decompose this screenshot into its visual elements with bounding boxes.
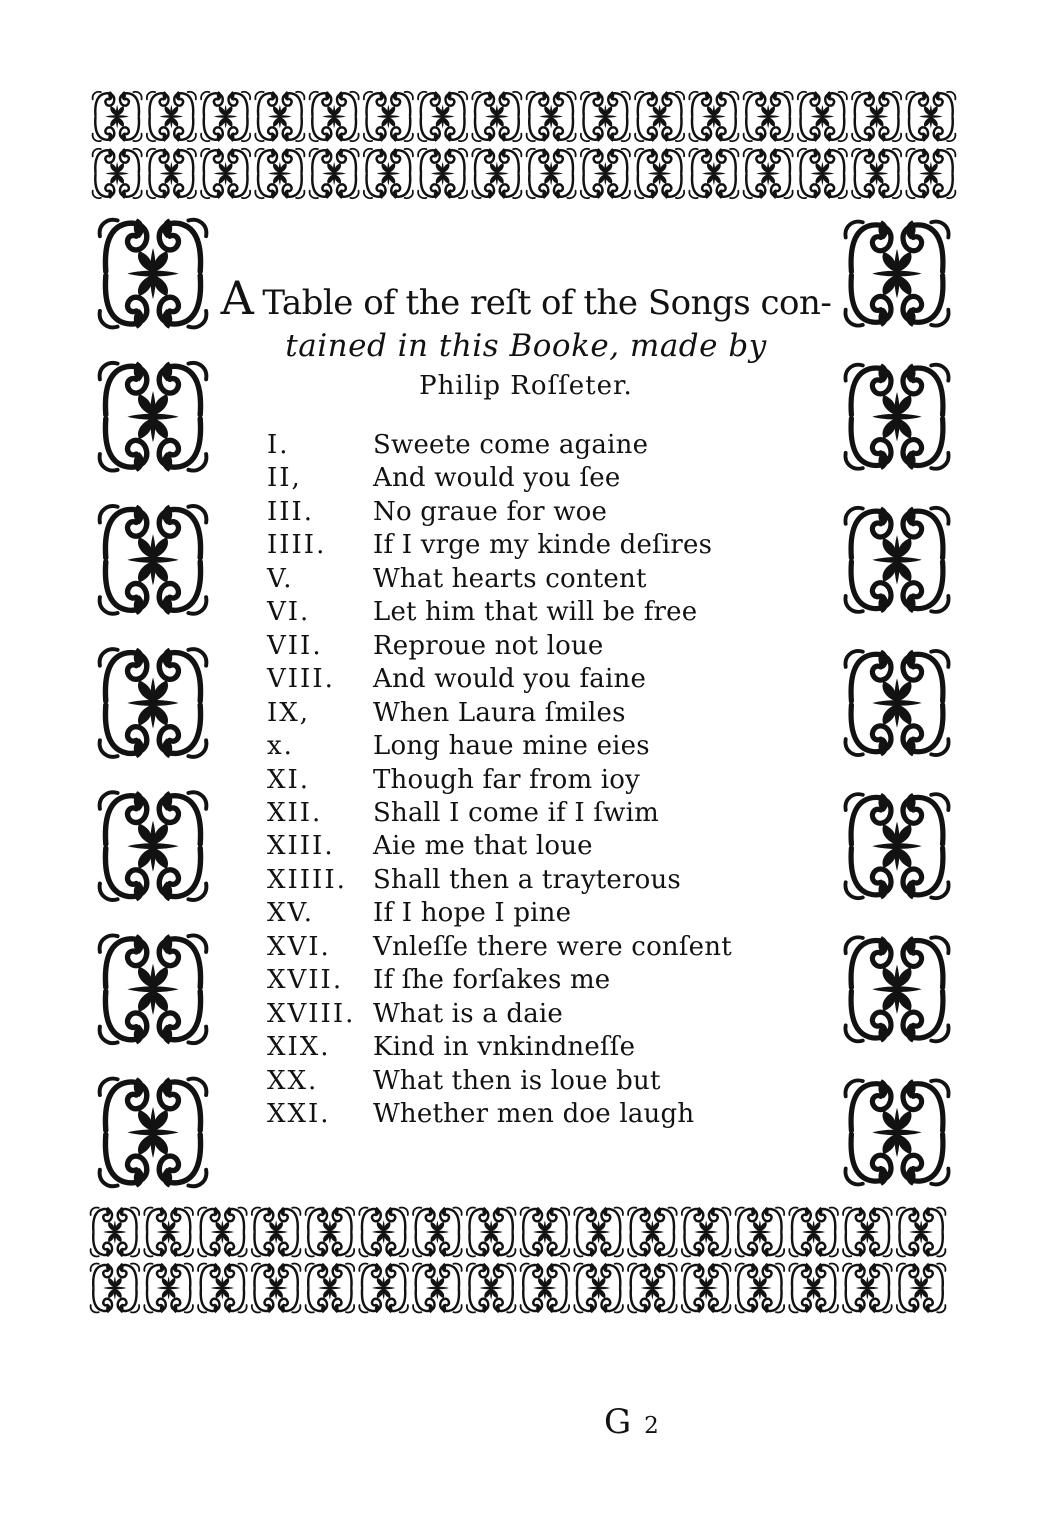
song-row bbox=[267, 697, 837, 730]
song-row bbox=[267, 596, 837, 629]
song-title: Vnleſſe there were conſent bbox=[373, 931, 732, 962]
song-numeral: IX, bbox=[267, 697, 311, 728]
song-numeral: XX. bbox=[267, 1065, 319, 1096]
song-numeral: XXI. bbox=[267, 1099, 331, 1130]
song-title: Sweete come againe bbox=[373, 430, 649, 460]
title-line-2: tained in this Booke, made by bbox=[285, 328, 767, 364]
song-title: And would you faine bbox=[373, 664, 647, 695]
signature-letter: G bbox=[604, 1402, 632, 1442]
song-numeral: XVIII. bbox=[267, 998, 356, 1029]
song-numeral: VII. bbox=[267, 630, 323, 661]
song-row bbox=[267, 462, 837, 495]
song-title: What then is loue but bbox=[373, 1065, 661, 1096]
song-numeral: x. bbox=[267, 731, 294, 762]
song-numeral: XVI. bbox=[267, 931, 331, 962]
song-title: And would you ſee bbox=[373, 463, 621, 494]
song-numeral: V. bbox=[267, 563, 294, 594]
song-numeral: XI. bbox=[267, 764, 311, 795]
song-title: If ſhe forſakes me bbox=[373, 965, 611, 996]
title-initial: A bbox=[220, 271, 254, 325]
title-line-1 bbox=[215, 271, 837, 325]
page-content bbox=[215, 271, 837, 1132]
song-numeral: XV. bbox=[267, 898, 315, 929]
song-numeral: IIII. bbox=[267, 530, 327, 561]
song-numeral: VI. bbox=[267, 597, 311, 628]
song-row bbox=[267, 529, 837, 562]
song-numeral: III. bbox=[267, 496, 315, 527]
title-line-3: Philip Roſſeter. bbox=[419, 371, 633, 401]
song-row bbox=[267, 764, 837, 797]
song-title: Whether men doe laugh bbox=[373, 1099, 695, 1130]
song-title: When Laura ſmiles bbox=[373, 697, 626, 728]
signature-number: 2 bbox=[644, 1413, 659, 1439]
song-title: No graue for woe bbox=[373, 496, 608, 527]
song-list bbox=[215, 429, 837, 1132]
song-title: Shall I come if I ſwim bbox=[373, 797, 659, 828]
song-row bbox=[267, 830, 837, 863]
ornament-border-left bbox=[94, 202, 212, 1204]
song-title: Shall then a trayterous bbox=[373, 864, 681, 895]
song-row bbox=[267, 630, 837, 663]
ornament-border-top bbox=[90, 88, 958, 202]
song-numeral: XII. bbox=[267, 797, 323, 828]
song-row bbox=[267, 864, 837, 897]
ornament-border-right bbox=[840, 202, 954, 1204]
title-line-1-text: Table of the reſt of the Songs con- bbox=[262, 283, 832, 323]
song-title: Long haue mine eies bbox=[373, 731, 650, 762]
song-row bbox=[267, 998, 837, 1031]
song-title: What hearts content bbox=[373, 563, 647, 594]
song-numeral: XIII. bbox=[267, 831, 335, 862]
table-title bbox=[215, 271, 837, 405]
song-numeral: I. bbox=[267, 430, 290, 460]
ornament-border-bottom bbox=[88, 1204, 948, 1316]
song-title: If I vrge my kinde deſires bbox=[373, 530, 713, 561]
song-row bbox=[267, 429, 837, 462]
song-title: Reproue not loue bbox=[373, 630, 604, 661]
song-row bbox=[267, 1031, 837, 1064]
song-row bbox=[267, 897, 837, 930]
signature-mark bbox=[604, 1402, 659, 1442]
song-row bbox=[267, 563, 837, 596]
song-row bbox=[267, 797, 837, 830]
song-row bbox=[267, 496, 837, 529]
song-title: Let him that will be free bbox=[373, 597, 698, 628]
song-row bbox=[267, 964, 837, 997]
song-title: If I hope I pine bbox=[373, 898, 572, 929]
song-numeral: XVII. bbox=[267, 965, 344, 996]
song-numeral: II, bbox=[267, 463, 302, 494]
song-row bbox=[267, 1065, 837, 1098]
song-numeral: XIIII. bbox=[267, 864, 347, 895]
song-row bbox=[267, 730, 837, 763]
song-numeral: XIX. bbox=[267, 1032, 331, 1063]
song-title: What is a daie bbox=[373, 998, 564, 1029]
song-row bbox=[267, 1098, 837, 1131]
song-title: Though far from ioy bbox=[373, 764, 641, 795]
song-numeral: VIII. bbox=[267, 664, 335, 695]
song-row bbox=[267, 931, 837, 964]
song-row bbox=[267, 663, 837, 696]
song-title: Kind in vnkindneſſe bbox=[373, 1032, 636, 1063]
song-title: Aie me that loue bbox=[373, 831, 593, 862]
